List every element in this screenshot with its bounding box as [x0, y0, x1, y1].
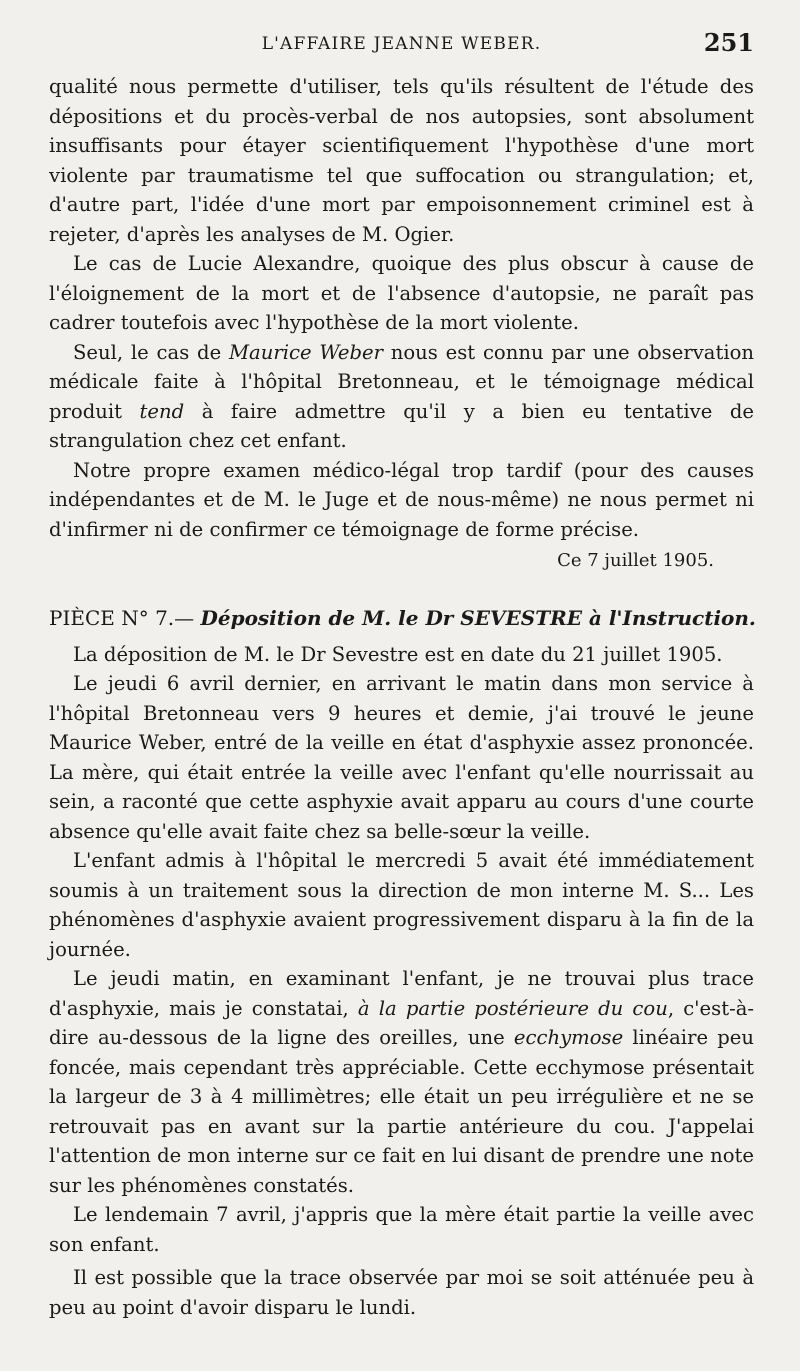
paragraph-4: Notre propre examen médico-légal trop tardif (pour des causes indépendantes et de M. le Juge et de nous-même) ne nous permet ni d'infirmer ni de confirmer ce témoignage de forme précise. — [49, 458, 754, 541]
paragraph-2: Le cas de Lucie Alexandre, quoique des plus obscur à cause de l'éloignement de la mort et de l'absence d'autopsie, ne paraît pas cadrer toutefois avec l'hypothèse de la mort violente. — [49, 252, 754, 334]
paragraph-3-tend: tend — [139, 399, 185, 423]
paragraph-8-text-c: linéaire peu foncée, mais cependant très appréciable. Cette ecchymose présentait la largeur de 3 à 4 millimètres; elle était un peu irrégulière et ne se retrouvait pas en avant sur la partie antérieure du cou. J'appelai l'attention de mon interne sur ce fait en lui disant de prendre une note sur les phénomènes constatés. — [49, 1026, 754, 1197]
paragraph-8 — [49, 964, 754, 1200]
paragraph-8-location: à la partie postérieure du cou — [357, 996, 668, 1020]
section-label: PIÈCE N° 7.— — [49, 605, 201, 630]
paragraph-9: Le lendemain 7 avril, j'appris que la mère était partie la veille avec son enfant. — [49, 1203, 754, 1256]
paragraph-5: La déposition de M. le Dr Sevestre est en date du 21 juillet 1905. — [73, 642, 723, 666]
running-title: L'AFFAIRE JEANNE WEBER. — [261, 34, 542, 54]
paragraph-3-text-b: nous est connu par une observation médicale faite à l'hôpital Bretonneau, et le témoignage médical produit — [49, 340, 755, 423]
section-heading — [49, 602, 754, 634]
paragraph-7: L'enfant admis à l'hôpital le mercredi 5 avait été immédiatement soumis à un traitement sous la direction de mon interne M. S... Les phénomènes d'asphyxie avaient progressivement disparu à la fin de la journée. — [49, 849, 754, 961]
page-number: 251 — [703, 28, 754, 57]
paragraph-10: Il est possible que la trace observée par moi se soit atténuée peu à peu au point d'avoir disparu le lundi. — [49, 1266, 754, 1319]
paragraph-1: qualité nous permette d'utiliser, tels qu'ils résultent de l'étude des dépositions et du procès-verbal de nos autopsies, sont absolument insuffisants pour étayer scientifiquement l'hypothèse d'une mort violente par traumatisme tel que suffocation ou strangulation; et, d'autre part, l'idée d'une mort par empoisonnement criminel est à rejeter, d'après les analyses de M. Ogier. — [49, 75, 754, 246]
page-header — [49, 28, 754, 72]
paragraph-6: Le jeudi 6 avril dernier, en arrivant le matin dans mon service à l'hôpital Bretonneau vers 9 heures et demie, j'ai trouvé le jeune Maurice Weber, entré de la veille en état d'asphyxie assez prononcée. La mère, qui était entrée la veille avec l'enfant qu'elle nourrissait au sein, a raconté que cette asphyxie avait apparu au cours d'une courte absence qu'elle avait faite chez sa belle-sœur la veille. — [49, 672, 754, 843]
section-title: Déposition de M. le Dr SEVESTRE à l'Instruction. — [200, 605, 756, 630]
report-date: Ce 7 juillet 1905. — [557, 550, 714, 571]
paragraph-8-text-b: , c'est-à-dire au-dessous de la ligne des oreilles, une — [49, 996, 755, 1049]
paragraph-8-ecchymose: ecchymose — [513, 1026, 624, 1049]
paragraph-3-text-c: à faire admettre qu'il y a bien eu tentative de strangulation chez cet enfant. — [49, 399, 754, 452]
paragraph-3-text-a: Seul, le cas de — [73, 340, 229, 364]
paragraph-3-name: Maurice Weber — [228, 340, 383, 364]
paragraph-3 — [49, 338, 754, 456]
paragraph-8-text-a: Le jeudi matin, en examinant l'enfant, je ne trouvai plus trace d'asphyxie, mais je constatai, — [49, 967, 754, 1020]
